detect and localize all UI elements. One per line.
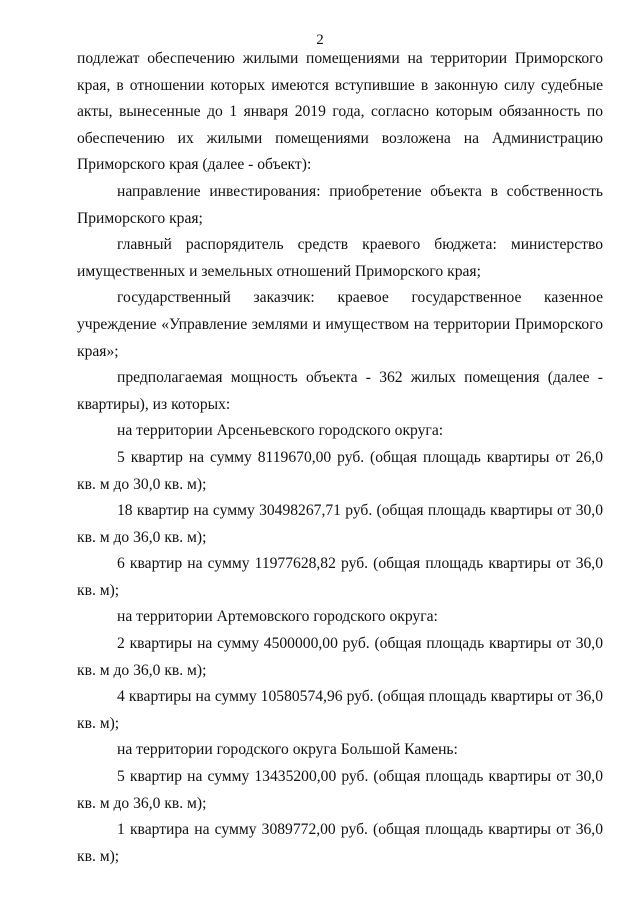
document-body [77,46,603,870]
paragraph-territory-bolshoy-kamen: на территории городского округа Большой Камень: [117,741,458,759]
paragraph-bolshoy-kamen-item-1: 5 квартир на сумму 13435200,00 руб. (общая площадь квартиры от 30,0 кв. м до 36,0 кв. м); [77,768,603,812]
paragraph-territory-arsenyev: на территории Арсеньевского городского округа: [117,422,444,440]
paragraph-bolshoy-kamen-item-2: 1 квартира на сумму 3089772,00 руб. (общая площадь квартиры от 36,0 кв. м); [77,821,603,865]
paragraph-capacity: предполагаемая мощность объекта - 362 жилых помещения (далее - квартиры), из которых: [77,369,603,413]
paragraph-arsenyev-item-3: 6 квартир на сумму 11977628,82 руб. (общая площадь квартиры от 36,0 кв. м); [77,555,603,599]
page-number: 2 [316,32,324,48]
paragraph-arsenyev-item-2: 18 квартир на сумму 30498267,71 руб. (общая площадь квартиры от 30,0 кв. м до 36,0 кв. м); [77,502,603,546]
paragraph-state-customer: государственный заказчик: краевое государственное казенное учреждение «Управление землями и имуществом на территории Приморского края»; [77,289,603,360]
paragraph-continuation: подлежат обеспечению жилыми помещениями на территории Приморского края, в отношении которых имеются вступившие в законную силу судебные акты, вынесенные до 1 января 2019 года, согласно которым обязанность по обеспечению их жилыми помещениями возложена на Администрацию Приморского края (далее - объект): [77,50,603,174]
paragraph-artem-item-2: 4 квартиры на сумму 10580574,96 руб. (общая площадь квартиры от 36,0 кв. м); [77,688,603,732]
paragraph-investment-direction: направление инвестирования: приобретение объекта в собственность Приморского края; [77,182,603,227]
paragraph-budget-manager: главный распорядитель средств краевого бюджета: министерство имущественных и земельных отношений Приморского края; [77,236,603,280]
paragraph-arsenyev-item-1: 5 квартир на сумму 8119670,00 руб. (общая площадь квартиры от 26,0 кв. м до 30,0 кв. м); [77,448,603,493]
paragraph-territory-artem: на территории Артемовского городского округа: [117,608,438,626]
paragraph-artem-item-1: 2 квартиры на сумму 4500000,00 руб. (общая площадь квартиры от 30,0 кв. м до 36,0 кв. м); [77,635,603,679]
